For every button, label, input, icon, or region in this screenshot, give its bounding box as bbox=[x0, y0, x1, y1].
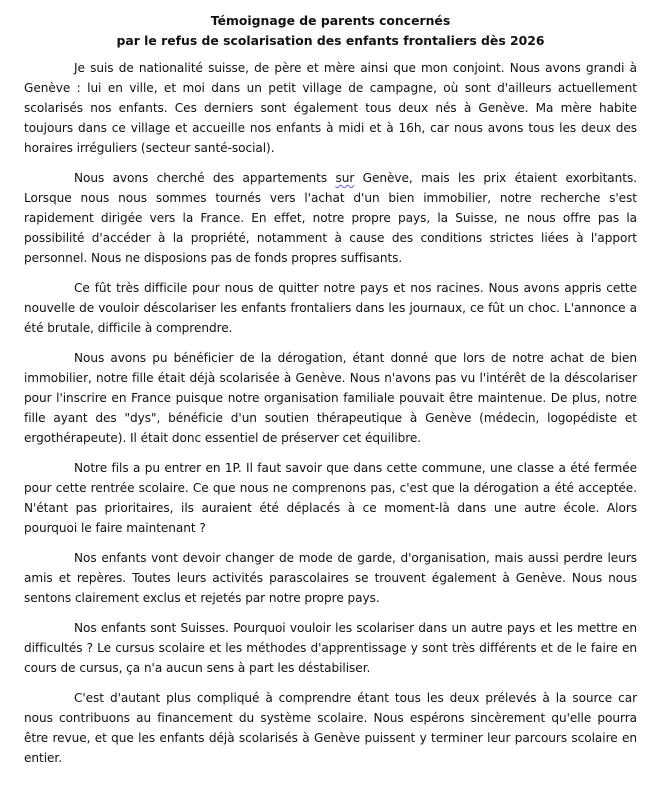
paragraph-5: Notre fils a pu entrer en 1P. Il faut savoir que dans cette commune, une classe a été fermée pour cette rentrée scolaire. Ce que nous ne comprenons pas, c'est que la dérogation a été acceptée. N'étant pas prioritaires, ils auraient été déplacés à ce moment-là dans une autre école. Alors pourquoi le faire maintenant ? bbox=[24, 461, 637, 535]
spellcheck-flagged-word[interactable]: sur bbox=[335, 171, 355, 185]
title-line-1: Témoignage de parents concernés bbox=[210, 13, 451, 28]
title-line-2: par le refus de scolarisation des enfants frontaliers dès 2026 bbox=[116, 33, 545, 48]
paragraph-3: Ce fût très difficile pour nous de quitter notre pays et nos racines. Nous avons appris cette nouvelle de vouloir déscolariser les enfants frontaliers dans les journaux, ce fût un choc. L'annonce a été brutale, difficile à comprendre. bbox=[24, 281, 637, 335]
paragraph-2 bbox=[24, 168, 637, 268]
paragraph-7: Nos enfants sont Suisses. Pourquoi vouloir les scolariser dans un autre pays et les mettre en difficultés ? Le cursus scolaire et les méthodes d'apprentissage y sont très différents et de le faire en cours de cursus, ça n'a aucun sens à part les déstabiliser. bbox=[24, 621, 637, 675]
paragraph-6: Nos enfants vont devoir changer de mode de garde, d'organisation, mais aussi perdre leurs amis et repères. Toutes leurs activités parascolaires se trouvent également à Genève. Nous nous sentons clairement exclus et rejetés par notre propre pays. bbox=[24, 551, 637, 605]
paragraph-8: C'est d'autant plus compliqué à comprendre étant tous les deux prélevés à la source car nous contribuons au financement du système scolaire. Nous espérons sincèrement qu'elle pourra être revue, et que les enfants déjà scolarisés à Genève puissent y terminer leur parcours scolaire en entier. bbox=[24, 691, 637, 765]
paragraph-2-text-before: Nous avons cherché des appartements bbox=[74, 171, 336, 185]
paragraph-1: Je suis de nationalité suisse, de père et mère ainsi que mon conjoint. Nous avons grandi à Genève : lui en ville, et moi dans un petit village de campagne, où sont d'ailleurs actuellement scolarisés nos enfants. Ces derniers sont également tous deux nés à Genève. Ma mère habite toujours dans ce village et accueille nos enfants à midi et à 16h, car nous avons tous les deux des horaires irréguliers (secteur santé-social). bbox=[24, 61, 637, 155]
document-title bbox=[24, 11, 637, 51]
paragraph-4: Nous avons pu bénéficier de la dérogation, étant donné que lors de notre achat de bien immobilier, notre fille était déjà scolarisée à Genève. Nous n'avons pas vu l'intérêt de la déscolariser pour l'inscrire en France puisque notre organisation familiale pouvait être maintenue. De plus, notre fille ayant des "dys", bénéficie d'un soutien thérapeutique à Genève (médecin, logopédiste et ergothérapeute). Il était donc essentiel de préserver cet équilibre. bbox=[24, 351, 637, 445]
paragraph-2-text-after: Genève, mais les prix étaient exorbitants. Lorsque nous nous sommes tournés vers l'achat d'un bien immobilier, notre recherche s'est rapidement dirigée vers la France. En effet, notre propre pays, la Suisse, ne nous offre pas la possibilité d'accéder à la propriété, notamment à cause des conditions strictes liées à l'apport personnel. Nous ne disposions pas de fonds propres suffisants. bbox=[24, 171, 637, 265]
